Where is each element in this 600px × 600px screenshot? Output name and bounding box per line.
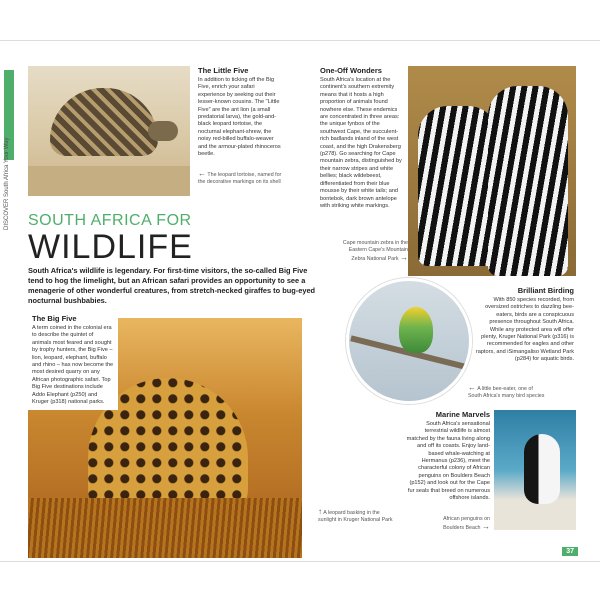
page-title: WILDLIFE [28, 228, 193, 266]
arrow-left-icon: ← [468, 383, 476, 392]
marine-text: South Africa's sensational terrestrial wildlife is almost matched by the fauna living along and off its coasts. Enjoy land-based whale-watching at Hermanus (p236), meet the characterful colony of African penguins on Boulders Beach (p152) and look out for the Cape fur seals that breed on numerous offshore islands. [406, 421, 490, 502]
zebra-photo [408, 66, 576, 276]
bee-eater-caption: ← A little bee-eater, one of South Africa's many bird species [468, 383, 545, 399]
birding-heading: Brilliant Birding [517, 286, 574, 295]
little-five-heading: The Little Five [198, 66, 249, 75]
marine-heading: Marine Marvels [435, 410, 490, 419]
big-five-heading: The Big Five [32, 314, 77, 323]
birding-block [474, 286, 574, 364]
tortoise-caption: ← The leopard tortoise, named for the decorative markings on its shell [198, 169, 282, 185]
marine-block [406, 410, 490, 502]
one-off-heading: One-Off Wonders [320, 66, 382, 75]
zebra-caption: Cape mountain zebra in the Eastern Cape's Mountain Zebra National Park → [342, 240, 408, 262]
arrow-right-icon: → [482, 522, 490, 531]
arrow-up-icon: ↑ [318, 507, 322, 516]
bee-eater-photo [346, 278, 472, 404]
big-five-text: A term coined in the colonial era to describe the quintet of animals most feared and sought by trophy hunters, the Big Five – lion, leopard, elephant, buffalo and rhino – has now become the most desired quarry on any African photographic safari. Top Big Five destinations include Addo Elephant (p250) and Kruger (p318) national parks. [32, 325, 114, 406]
penguin-caption: African penguins on Boulders Beach → [443, 516, 490, 531]
one-off-text: South Africa's location at the continent's southern extremity means that it hosts a high proportion of animals found nowhere else. These endemics are concentrated in three areas: the unique fynbos of the southwest Cape, the succulent-rich badlands inland of the west coast, and the high Drakensberg (p278). Go searching for Cape mountain zebra, distinguished by their narrow stripes and white bellies; black wildebeest, differentiated from their blue mousse by their white tails; and bontebok, dark brown antelope with striking white markings. [320, 77, 402, 209]
birding-text: With 850 species recorded, from oversized ostriches to dazzling bee-eaters, birds are a conspicuous presence throughout South Africa. While any protected area will offer plenty, Kruger National Park (p316) is recommended for eagles and other raptors, and iSimangaliso Wetland Park (p284) for aquatic birds. [475, 297, 574, 363]
penguin-photo [494, 410, 576, 530]
one-off-block [320, 66, 406, 210]
big-five-block [28, 310, 118, 410]
leopard-caption: ↑ A leopard basking in the sunlight in Kruger National Park [318, 507, 393, 523]
page-number: 37 [562, 547, 578, 556]
little-five-block [198, 66, 282, 158]
little-five-text: In addition to ticking off the Big Five, enrich your safari experience by seeking out their lesser-known cousins. The "Little Five" are the ant lion (a small predatorial larva), the gold-and-black leopard tortoise, the nocturnal elephant-shrew, the noisy red-billed buffalo-weaver and the armour-plated rhinoceros beetle. [198, 77, 281, 158]
tortoise-photo [28, 66, 190, 196]
intro-paragraph: South Africa's wildlife is legendary. For first-time visitors, the so-called Big Five tend to hog the limelight, but an African safari provides an opportunity to see a menagerie of other wonderful creatures, from stretch-necked giraffes to bug-eyed nocturnal bushbabies. [28, 266, 316, 305]
arrow-left-icon: ← [198, 169, 206, 178]
arrow-right-icon: → [400, 253, 408, 262]
section-kicker: SOUTH AFRICA FOR [28, 212, 192, 229]
section-label: DISCOVER South Africa Your Way [4, 137, 10, 230]
